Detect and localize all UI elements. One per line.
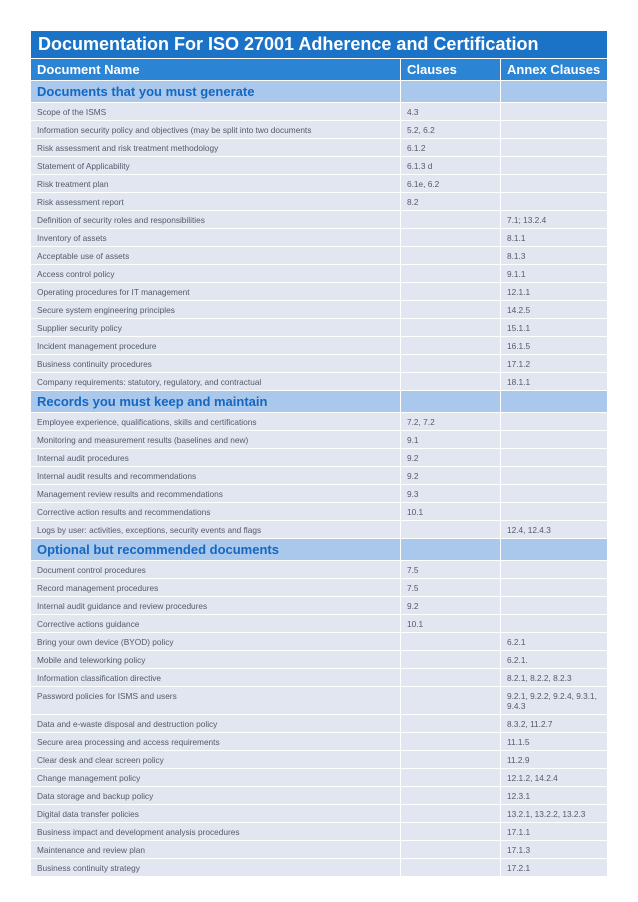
annex-clauses-cell (500, 579, 607, 596)
clauses-cell: 9.2 (400, 597, 500, 614)
clauses-cell (400, 355, 500, 372)
annex-clauses-cell: 17.1.1 (500, 823, 607, 840)
table-row (31, 318, 607, 336)
document-name-cell: Operating procedures for IT management (37, 287, 190, 297)
section-heading-row (31, 538, 607, 560)
table-row (31, 174, 607, 192)
table-row (31, 372, 607, 390)
table-row (31, 614, 607, 632)
annex-clauses-cell: 17.1.3 (500, 841, 607, 858)
column-header-annex-clauses: Annex Clauses (500, 59, 607, 80)
table-row (31, 502, 607, 520)
document-name-cell: Secure system engineering principles (37, 305, 175, 315)
section-heading: Records you must keep and maintain (37, 394, 268, 409)
clauses-cell (400, 319, 500, 336)
document-name-cell: Change management policy (37, 773, 141, 783)
table-row (31, 668, 607, 686)
annex-clauses-cell (500, 431, 607, 448)
clauses-cell: 7.2, 7.2 (400, 413, 500, 430)
document-name-cell: Internal audit results and recommendations (37, 471, 197, 481)
clauses-cell: 6.1e, 6.2 (400, 175, 500, 192)
table-row (31, 768, 607, 786)
clauses-cell: 6.1.3 d (400, 157, 500, 174)
table-row (31, 650, 607, 668)
table-row (31, 210, 607, 228)
document-name-cell: Digital data transfer policies (37, 809, 139, 819)
table-body (31, 80, 607, 876)
annex-clauses-cell (500, 175, 607, 192)
annex-clauses-cell (500, 413, 607, 430)
annex-clauses-cell: 17.2.1 (500, 859, 607, 876)
clauses-cell: 9.1 (400, 431, 500, 448)
document-name-cell: Document control procedures (37, 565, 146, 575)
document-name-cell: Risk treatment plan (37, 179, 109, 189)
table-row (31, 632, 607, 650)
annex-clauses-cell (500, 103, 607, 120)
annex-clauses-cell: 6.2.1 (500, 633, 607, 650)
document-name-cell: Risk assessment and risk treatment methodology (37, 143, 219, 153)
section-heading: Optional but recommended documents (37, 542, 279, 557)
clauses-cell: 9.2 (400, 467, 500, 484)
document-name-cell: Risk assessment report (37, 197, 124, 207)
clauses-cell (400, 733, 500, 750)
annex-clauses-cell: 11.2.9 (500, 751, 607, 768)
document-name-cell: Business continuity strategy (37, 863, 140, 873)
document-name-cell: Mobile and teleworking policy (37, 655, 146, 665)
annex-clauses-cell (500, 485, 607, 502)
clauses-cell (400, 859, 500, 876)
table-row (31, 120, 607, 138)
annex-clauses-cell: 12.4, 12.4.3 (500, 521, 607, 538)
section-heading-row (31, 80, 607, 102)
iso-document-table (31, 31, 607, 876)
table-row (31, 448, 607, 466)
clauses-cell (400, 301, 500, 318)
table-row (31, 750, 607, 768)
document-name-cell: Monitoring and measurement results (baselines and new) (37, 435, 249, 445)
clauses-cell (400, 715, 500, 732)
table-row (31, 336, 607, 354)
table-row (31, 560, 607, 578)
annex-clauses-cell (500, 597, 607, 614)
table-row (31, 246, 607, 264)
clauses-cell: 4.3 (400, 103, 500, 120)
document-name-cell: Acceptable use of assets (37, 251, 130, 261)
document-name-cell: Corrective action results and recommendations (37, 507, 211, 517)
document-name-cell: Statement of Applicability (37, 161, 130, 171)
clauses-cell: 7.5 (400, 561, 500, 578)
document-name-cell: Scope of the ISMS (37, 107, 107, 117)
table-row (31, 430, 607, 448)
clauses-cell (400, 211, 500, 228)
table-row (31, 578, 607, 596)
table-header (31, 58, 607, 80)
section-heading-blank-cell (500, 539, 607, 560)
document-name-cell: Clear desk and clear screen policy (37, 755, 164, 765)
column-header-document-name: Document Name (37, 62, 140, 77)
table-row (31, 156, 607, 174)
clauses-cell: 6.1.2 (400, 139, 500, 156)
clauses-cell (400, 769, 500, 786)
document-name-cell: Internal audit guidance and review procedures (37, 601, 208, 611)
clauses-cell (400, 265, 500, 282)
annex-clauses-cell: 8.3.2, 11.2.7 (500, 715, 607, 732)
table-row (31, 192, 607, 210)
section-heading-blank-cell (400, 391, 500, 412)
clauses-cell (400, 787, 500, 804)
page-title: Documentation For ISO 27001 Adherence and Certification (31, 31, 607, 58)
clauses-cell (400, 751, 500, 768)
section-heading-blank-cell (400, 539, 500, 560)
table-row (31, 714, 607, 732)
clauses-cell: 9.2 (400, 449, 500, 466)
section-heading-row (31, 390, 607, 412)
annex-clauses-cell: 8.1.1 (500, 229, 607, 246)
section-heading-blank-cell (500, 81, 607, 102)
document-name-cell: Company requirements: statutory, regulatory, and contractual (37, 377, 262, 387)
clauses-cell: 8.2 (400, 193, 500, 210)
annex-clauses-cell (500, 157, 607, 174)
document-name-cell: Supplier security policy (37, 323, 122, 333)
annex-clauses-cell (500, 503, 607, 520)
document-name-cell: Definition of security roles and responsibilities (37, 215, 205, 225)
clauses-cell: 9.3 (400, 485, 500, 502)
document-name-cell: Data storage and backup policy (37, 791, 154, 801)
table-row (31, 102, 607, 120)
annex-clauses-cell: 8.1.3 (500, 247, 607, 264)
annex-clauses-cell: 6.2.1. (500, 651, 607, 668)
document-name-cell: Management review results and recommendations (37, 489, 223, 499)
document-name-cell: Record management procedures (37, 583, 159, 593)
table-row (31, 484, 607, 502)
document-name-cell: Incident management procedure (37, 341, 157, 351)
document-name-cell: Access control policy (37, 269, 115, 279)
clauses-cell (400, 633, 500, 650)
table-row (31, 412, 607, 430)
table-row (31, 354, 607, 372)
document-name-cell: Internal audit procedures (37, 453, 129, 463)
column-header-clauses: Clauses (400, 59, 500, 80)
annex-clauses-cell (500, 449, 607, 466)
table-row (31, 840, 607, 858)
clauses-cell (400, 229, 500, 246)
table-row (31, 228, 607, 246)
section-heading-blank-cell (400, 81, 500, 102)
table-row (31, 596, 607, 614)
document-name-cell: Information classification directive (37, 673, 162, 683)
document-name-cell: Business impact and development analysis procedures (37, 827, 240, 837)
table-row (31, 686, 607, 714)
document-name-cell: Information security policy and objectives (may be split into two documents (37, 125, 312, 135)
document-name-cell: Logs by user: activities, exceptions, security events and flags (37, 525, 262, 535)
document-name-cell: Employee experience, qualifications, skills and certifications (37, 417, 257, 427)
table-row (31, 300, 607, 318)
clauses-cell (400, 669, 500, 686)
annex-clauses-cell: 9.1.1 (500, 265, 607, 282)
section-heading-blank-cell (500, 391, 607, 412)
document-name-cell: Password policies for ISMS and users (37, 691, 177, 701)
annex-clauses-cell: 7.1; 13.2.4 (500, 211, 607, 228)
annex-clauses-cell: 15.1.1 (500, 319, 607, 336)
table-row (31, 858, 607, 876)
clauses-cell (400, 651, 500, 668)
annex-clauses-cell: 12.1.2, 14.2.4 (500, 769, 607, 786)
clauses-cell (400, 823, 500, 840)
annex-clauses-cell: 17.1.2 (500, 355, 607, 372)
table-row (31, 520, 607, 538)
annex-clauses-cell (500, 121, 607, 138)
clauses-cell (400, 373, 500, 390)
clauses-cell (400, 283, 500, 300)
clauses-cell (400, 337, 500, 354)
document-name-cell: Corrective actions guidance (37, 619, 140, 629)
annex-clauses-cell (500, 467, 607, 484)
clauses-cell (400, 841, 500, 858)
clauses-cell: 10.1 (400, 503, 500, 520)
table-row (31, 786, 607, 804)
table-row (31, 732, 607, 750)
annex-clauses-cell: 8.2.1, 8.2.2, 8.2.3 (500, 669, 607, 686)
clauses-cell (400, 247, 500, 264)
annex-clauses-cell (500, 193, 607, 210)
table-row (31, 138, 607, 156)
annex-clauses-cell (500, 139, 607, 156)
annex-clauses-cell: 14.2.5 (500, 301, 607, 318)
clauses-cell: 5.2, 6.2 (400, 121, 500, 138)
document-name-cell: Maintenance and review plan (37, 845, 145, 855)
clauses-cell (400, 687, 500, 714)
annex-clauses-cell: 12.3.1 (500, 787, 607, 804)
table-row (31, 466, 607, 484)
clauses-cell: 10.1 (400, 615, 500, 632)
document-name-cell: Inventory of assets (37, 233, 107, 243)
table-row (31, 264, 607, 282)
annex-clauses-cell: 12.1.1 (500, 283, 607, 300)
table-row (31, 282, 607, 300)
section-heading: Documents that you must generate (37, 84, 255, 99)
annex-clauses-cell: 16.1.5 (500, 337, 607, 354)
annex-clauses-cell: 9.2.1, 9.2.2, 9.2.4, 9.3.1, 9.4.3 (500, 687, 607, 714)
document-name-cell: Data and e-waste disposal and destruction policy (37, 719, 218, 729)
document-name-cell: Business continuity procedures (37, 359, 152, 369)
clauses-cell (400, 805, 500, 822)
clauses-cell: 7.5 (400, 579, 500, 596)
document-name-cell: Bring your own device (BYOD) policy (37, 637, 174, 647)
document-name-cell: Secure area processing and access requirements (37, 737, 220, 747)
table-row (31, 822, 607, 840)
table-row (31, 804, 607, 822)
annex-clauses-cell (500, 615, 607, 632)
annex-clauses-cell: 18.1.1 (500, 373, 607, 390)
annex-clauses-cell (500, 561, 607, 578)
clauses-cell (400, 521, 500, 538)
annex-clauses-cell: 11.1.5 (500, 733, 607, 750)
annex-clauses-cell: 13.2.1, 13.2.2, 13.2.3 (500, 805, 607, 822)
